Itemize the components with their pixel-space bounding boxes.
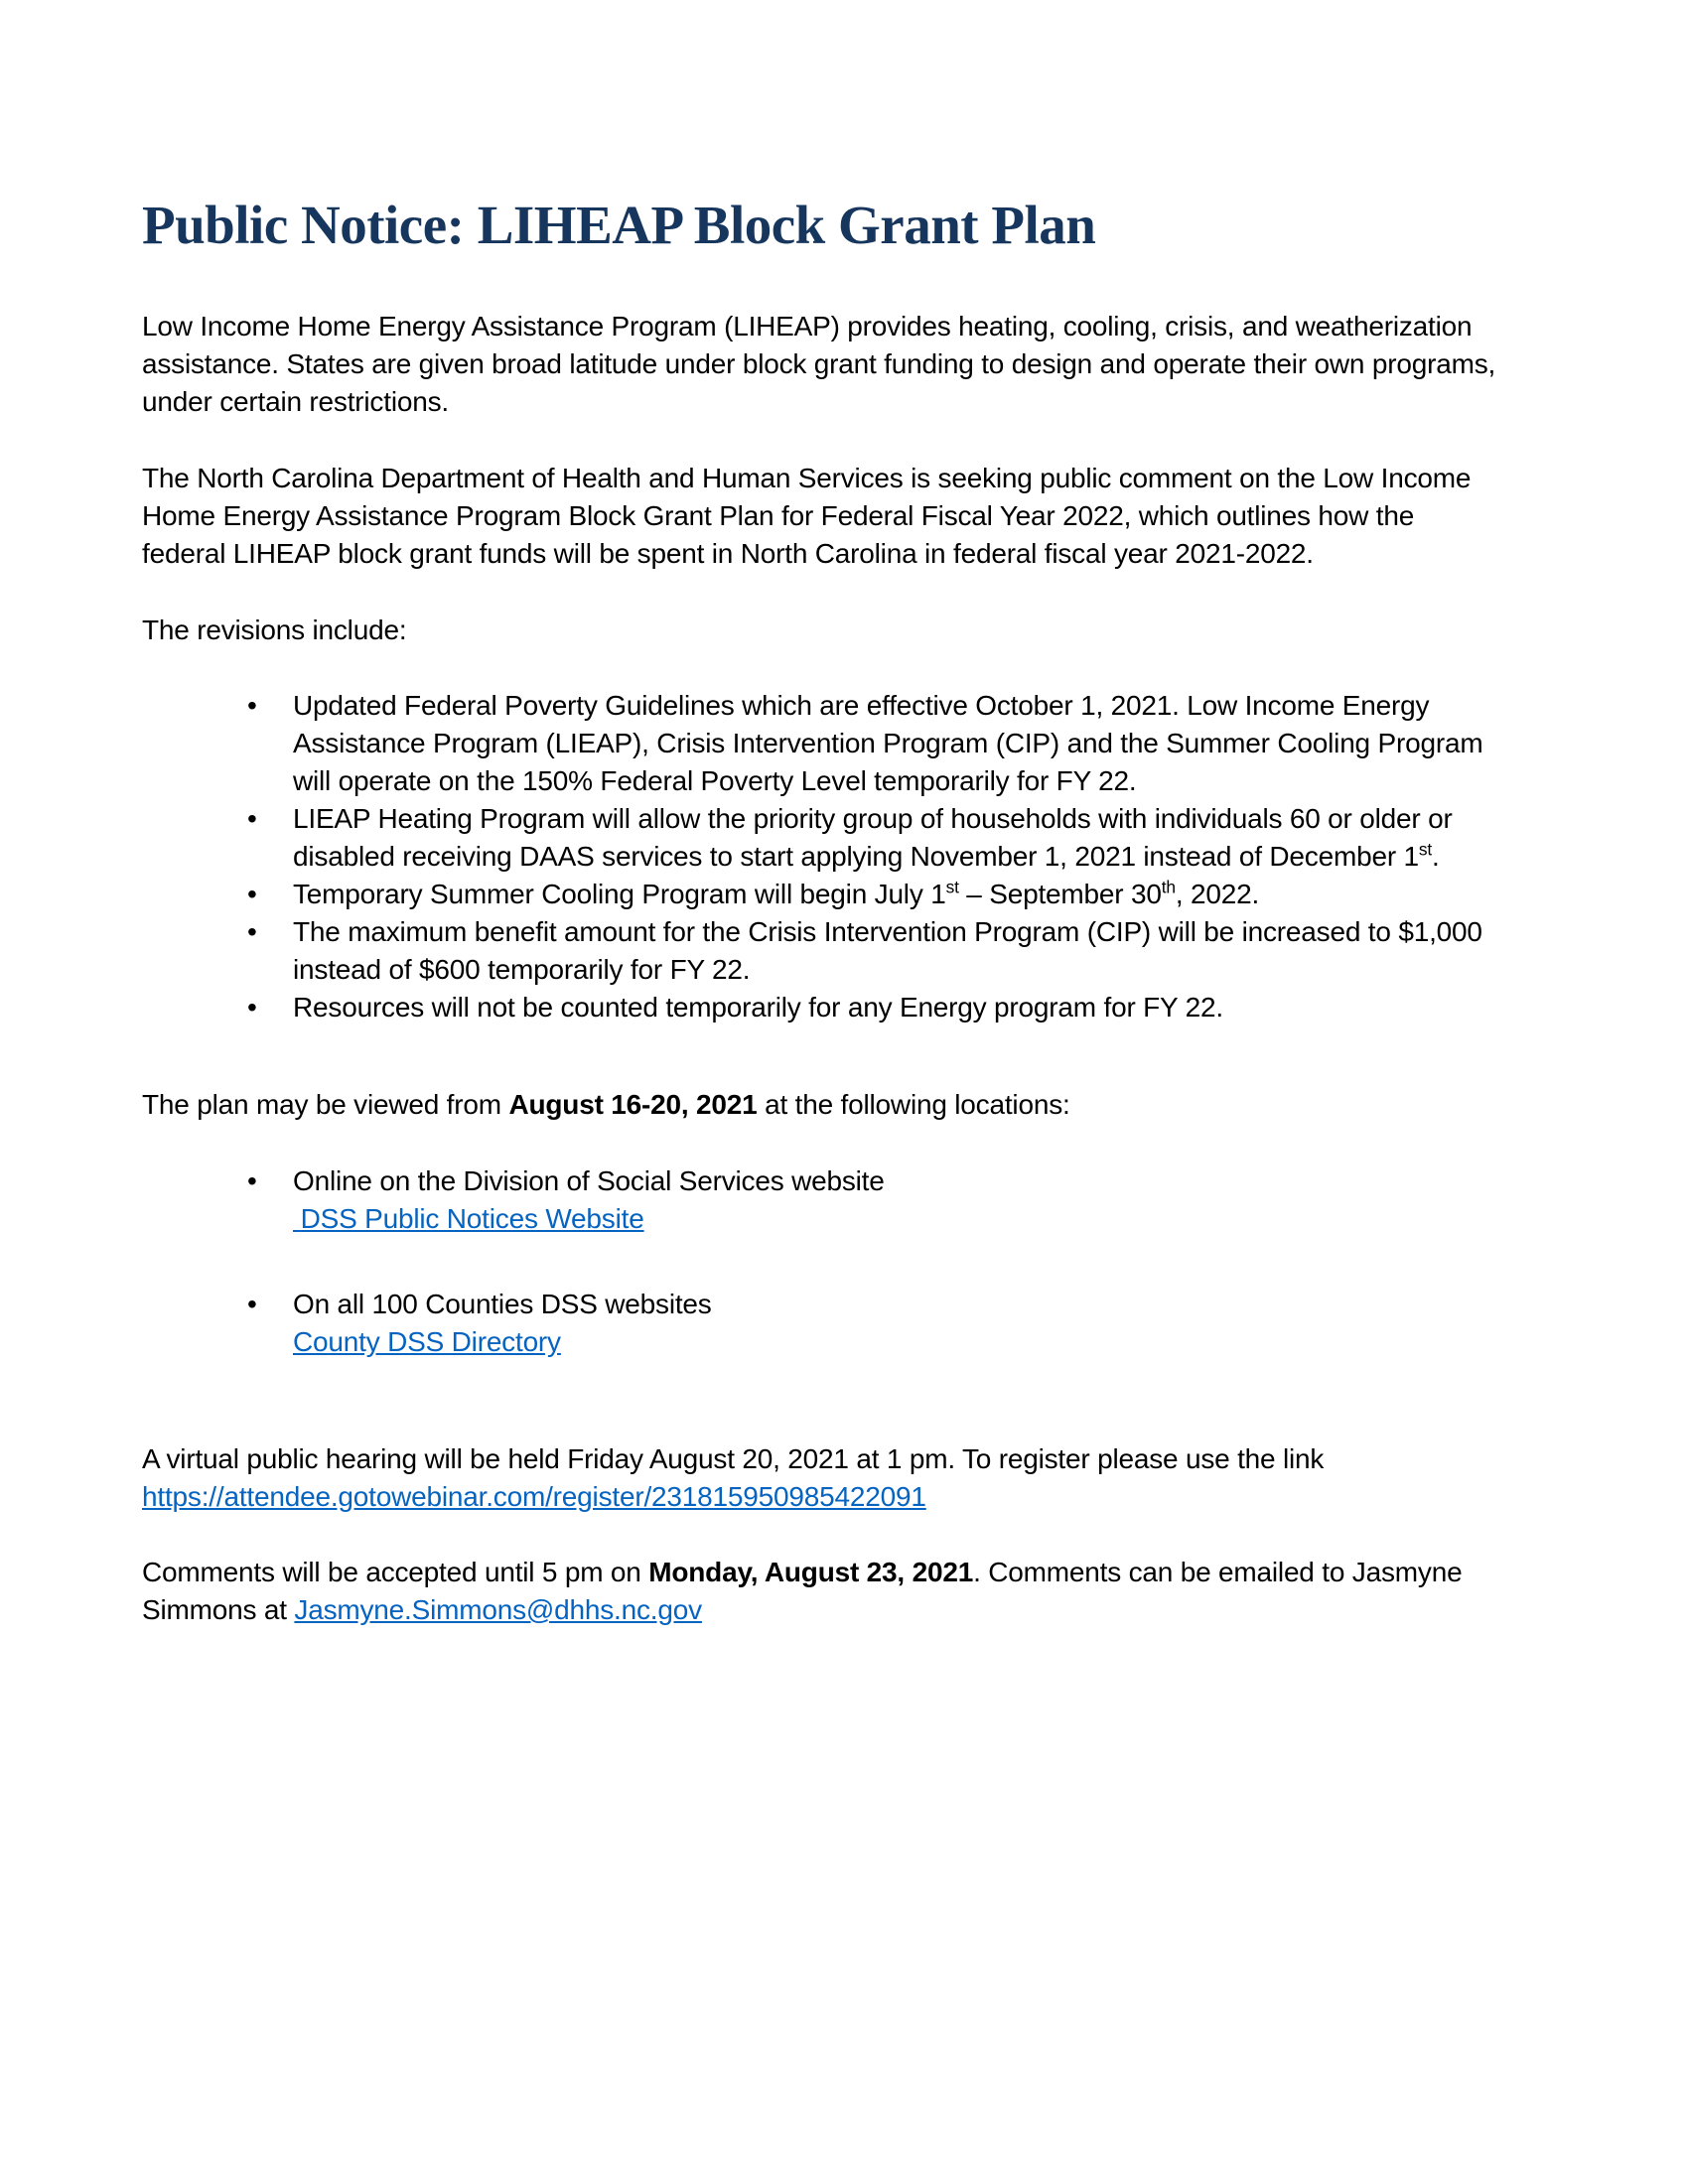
seeking-comment-paragraph: The North Carolina Department of Health and Human Services is seeking public comment on the Low Income Home Energy Assistance Program Block Grant Plan for Federal Fiscal Year 2022, which outlines how the federal LIHEAP block grant funds will be spent in North Carolina in federal fiscal year 2021-2022. (142, 463, 1472, 569)
webinar-registration-link[interactable]: https://attendee.gotowebinar.com/register/231815950985422091 (142, 1481, 926, 1512)
comments-text-mid: . Comments can be emailed to Jasmyne Simmons at (142, 1557, 1463, 1625)
plan-viewing-text: The plan may be viewed from (142, 1089, 509, 1120)
list-item (142, 1162, 1497, 1238)
document-title: Public Notice: LIHEAP Block Grant Plan (142, 195, 1096, 255)
county-dss-directory-link[interactable]: County DSS Directory (293, 1326, 561, 1357)
revision-bullet-5: Resources will not be counted temporarily for any Energy program for FY 22. (293, 992, 1223, 1023)
comments-text: Comments will be accepted until 5 pm on (142, 1557, 649, 1587)
list-item (142, 800, 1497, 876)
revision-bullet-2-text: LIEAP Heating Program will allow the priority group of households with individuals 60 or older or disabled receiving DAAS services to start applying November 1, 2021 instead of December 1 (293, 803, 1453, 872)
locations-list (142, 1162, 1497, 1361)
comments-paragraph (142, 1554, 1497, 1629)
plan-dates-bold: August 16-20, 2021 (508, 1089, 758, 1120)
revision-bullet-3-pre: Temporary Summer Cooling Program will begin July 1 (293, 879, 946, 909)
revisions-list (142, 687, 1497, 1026)
list-item (142, 989, 1497, 1026)
revision-bullet-3-end: , 2022. (1175, 879, 1260, 909)
list-item (142, 1286, 1497, 1361)
revision-bullet-4: The maximum benefit amount for the Crisis Intervention Program (CIP) will be increased to $1,000 instead of $600 temporarily for FY 22. (293, 916, 1482, 985)
revision-bullet-3-mid: – September 30 (958, 879, 1162, 909)
bullet-icon: • (247, 1165, 257, 1196)
revision-bullet-2-end: . (1432, 841, 1440, 872)
counties-location-label: On all 100 Counties DSS websites (293, 1289, 712, 1319)
hearing-paragraph (142, 1440, 1497, 1516)
list-item (142, 876, 1497, 913)
email-link[interactable]: Jasmyne.Simmons@dhhs.nc.gov (294, 1594, 702, 1625)
list-item (142, 687, 1497, 800)
bullet-icon: • (247, 1289, 257, 1319)
bullet-icon: • (247, 992, 257, 1023)
ordinal-superscript: st (945, 877, 959, 897)
bullet-icon: • (247, 879, 257, 909)
plan-viewing-text-end: at the following locations: (757, 1089, 1070, 1120)
document-page (142, 195, 1497, 1668)
dss-public-notices-link[interactable]: DSS Public Notices Website (293, 1203, 644, 1234)
hearing-text: A virtual public hearing will be held Friday August 20, 2021 at 1 pm. To register please use the link (142, 1443, 1325, 1474)
online-location-label: Online on the Division of Social Services website (293, 1165, 885, 1196)
list-item (142, 913, 1497, 989)
plan-viewing-paragraph (142, 1086, 1497, 1124)
comments-deadline-bold: Monday, August 23, 2021 (648, 1557, 974, 1587)
document-body (142, 308, 1497, 1629)
ordinal-superscript: th (1161, 877, 1176, 897)
intro-paragraph: Low Income Home Energy Assistance Program (LIHEAP) provides heating, cooling, crisis, and weatherization assistance. States are given broad latitude under block grant funding to design and operate their own programs, under certain restrictions. (142, 311, 1496, 417)
bullet-icon: • (247, 690, 257, 721)
revisions-heading: The revisions include: (142, 614, 407, 645)
bullet-icon: • (247, 803, 257, 834)
ordinal-superscript: st (1418, 839, 1433, 860)
bullet-icon: • (247, 916, 257, 947)
revision-bullet-1: Updated Federal Poverty Guidelines which are effective October 1, 2021. Low Income Energy Assistance Program (LIEAP), Crisis Intervention Program (CIP) and the Summer Cooling Program will operate on the 150% Federal Poverty Level temporarily for FY 22. (293, 690, 1483, 796)
